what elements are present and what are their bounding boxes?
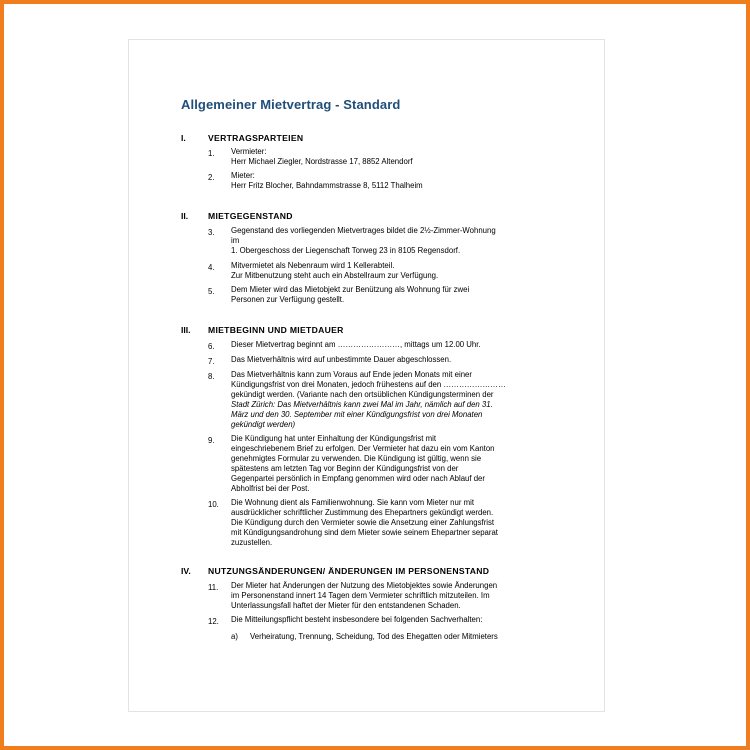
item-text: zuzustellen.: [231, 538, 273, 547]
item-number: 2.: [208, 173, 215, 182]
item-number: 5.: [208, 287, 215, 296]
item-text: mit Kündigungsandrohung sind dem Mieter sowie seinem Ehepartner separat: [231, 528, 498, 537]
item-text: Herr Fritz Blocher, Bahndammstrasse 8, 5112 Thalheim: [231, 181, 423, 190]
section-number: IV.: [181, 566, 191, 576]
item-number: 11.: [208, 583, 219, 592]
item-text: Kündigungsfrist von drei Monaten, jedoch frühestens auf den ……………………: [231, 380, 506, 389]
item-text: Stadt Zürich: Das Mietverhältnis kann zwei Mal im Jahr, nämlich auf den 31.: [231, 400, 493, 409]
subitem-text: Verheiratung, Trennung, Scheidung, Tod des Ehegatten oder Mitmieters: [250, 632, 498, 641]
item-number: 3.: [208, 228, 215, 237]
item-text: Zur Mitbenutzung steht auch ein Abstellraum zur Verfügung.: [231, 271, 439, 280]
item-text: im: [231, 236, 240, 245]
item-text: Dieser Mietvertrag beginnt am ……………………, mittags um 12.00 Uhr.: [231, 340, 481, 349]
item-text: Mieter:: [231, 171, 255, 180]
section-title: VERTRAGSPARTEIEN: [208, 133, 304, 143]
item-text: Personen zur Verfügung gestellt.: [231, 295, 345, 304]
item-text: Das Mietverhältnis kann zum Voraus auf Ende jeden Monats mit einer: [231, 370, 472, 379]
item-text: spätestens am letzten Tag vor Beginn der Kündigungsfrist von der: [231, 464, 459, 473]
item-number: 9.: [208, 436, 215, 445]
item-text: ausdrücklicher schriftlicher Zustimmung des Ehepartners gekündigt werden.: [231, 508, 494, 517]
item-text: Vermieter:: [231, 147, 267, 156]
item-text: Die Wohnung dient als Familienwohnung. Sie kann vom Mieter nur mit: [231, 498, 474, 507]
item-number: 8.: [208, 372, 215, 381]
item-text: Dem Mieter wird das Mietobjekt zur Benützung als Wohnung für zwei: [231, 285, 470, 294]
section-number: II.: [181, 211, 189, 221]
item-text: Herr Michael Ziegler, Nordstrasse 17, 8852 Altendorf: [231, 157, 413, 166]
item-text: März und den 30. September mit einer Kündigungsfrist von drei Monaten: [231, 410, 483, 419]
subitem-letter: a): [231, 632, 238, 641]
item-text: gekündigt werden. (Variante nach den ortsüblichen Kündigungsterminen der: [231, 390, 494, 399]
item-text: 1. Obergeschoss der Liegenschaft Torweg 23 in 8105 Regensdorf.: [231, 246, 461, 255]
item-text: Abholfrist bei der Post.: [231, 484, 310, 493]
item-text: im Personenstand innert 14 Tagen dem Vermieter schriftlich mitzuteilen. Im: [231, 591, 490, 600]
item-text: genehmigtes Formular zu verwenden. Die Kündigung ist gültig, wenn sie: [231, 454, 482, 463]
item-number: 7.: [208, 357, 215, 366]
section-title: MIETGEGENSTAND: [208, 211, 293, 221]
item-text: Gegenstand des vorliegenden Mietvertrages bildet die 2½-Zimmer-Wohnung: [231, 226, 496, 235]
item-text: Die Kündigung hat unter Einhaltung der Kündigungsfrist mit: [231, 434, 437, 443]
item-text: gekündigt werden): [231, 420, 296, 429]
section-title: MIETBEGINN UND MIETDAUER: [208, 325, 344, 335]
item-text: Der Mieter hat Änderungen der Nutzung des Mietobjektes sowie Änderungen: [231, 581, 498, 590]
item-text: Das Mietverhältnis wird auf unbestimmte Dauer abgeschlossen.: [231, 355, 452, 364]
item-text: Gegenpartei persönlich in Empfang genommen wird oder nach Ablauf der: [231, 474, 485, 483]
item-number: 4.: [208, 263, 215, 272]
document-title: Allgemeiner Mietvertrag - Standard: [181, 97, 401, 112]
item-text: Unterlassungsfall haftet der Mieter für den entstandenen Schaden.: [231, 601, 461, 610]
item-text: eingeschriebenem Brief zu erfolgen. Der Vermieter hat dazu ein vom Kanton: [231, 444, 495, 453]
item-number: 1.: [208, 149, 215, 158]
item-text: Die Mitteilungspflicht besteht insbesondere bei folgenden Sachverhalten:: [231, 615, 483, 624]
item-text: Mitvermietet als Nebenraum wird 1 Kellerabteil.: [231, 261, 395, 270]
item-number: 12.: [208, 617, 219, 626]
section-title: NUTZUNGSÄNDERUNGEN/ ÄNDERUNGEN IM PERSONENSTAND: [208, 566, 490, 576]
section-number: III.: [181, 325, 191, 335]
item-number: 10.: [208, 500, 219, 509]
item-text: Die Kündigung durch den Vermieter sowie die Ansetzung einer Zahlungsfrist: [231, 518, 495, 527]
item-number: 6.: [208, 342, 215, 351]
section-number: I.: [181, 133, 186, 143]
